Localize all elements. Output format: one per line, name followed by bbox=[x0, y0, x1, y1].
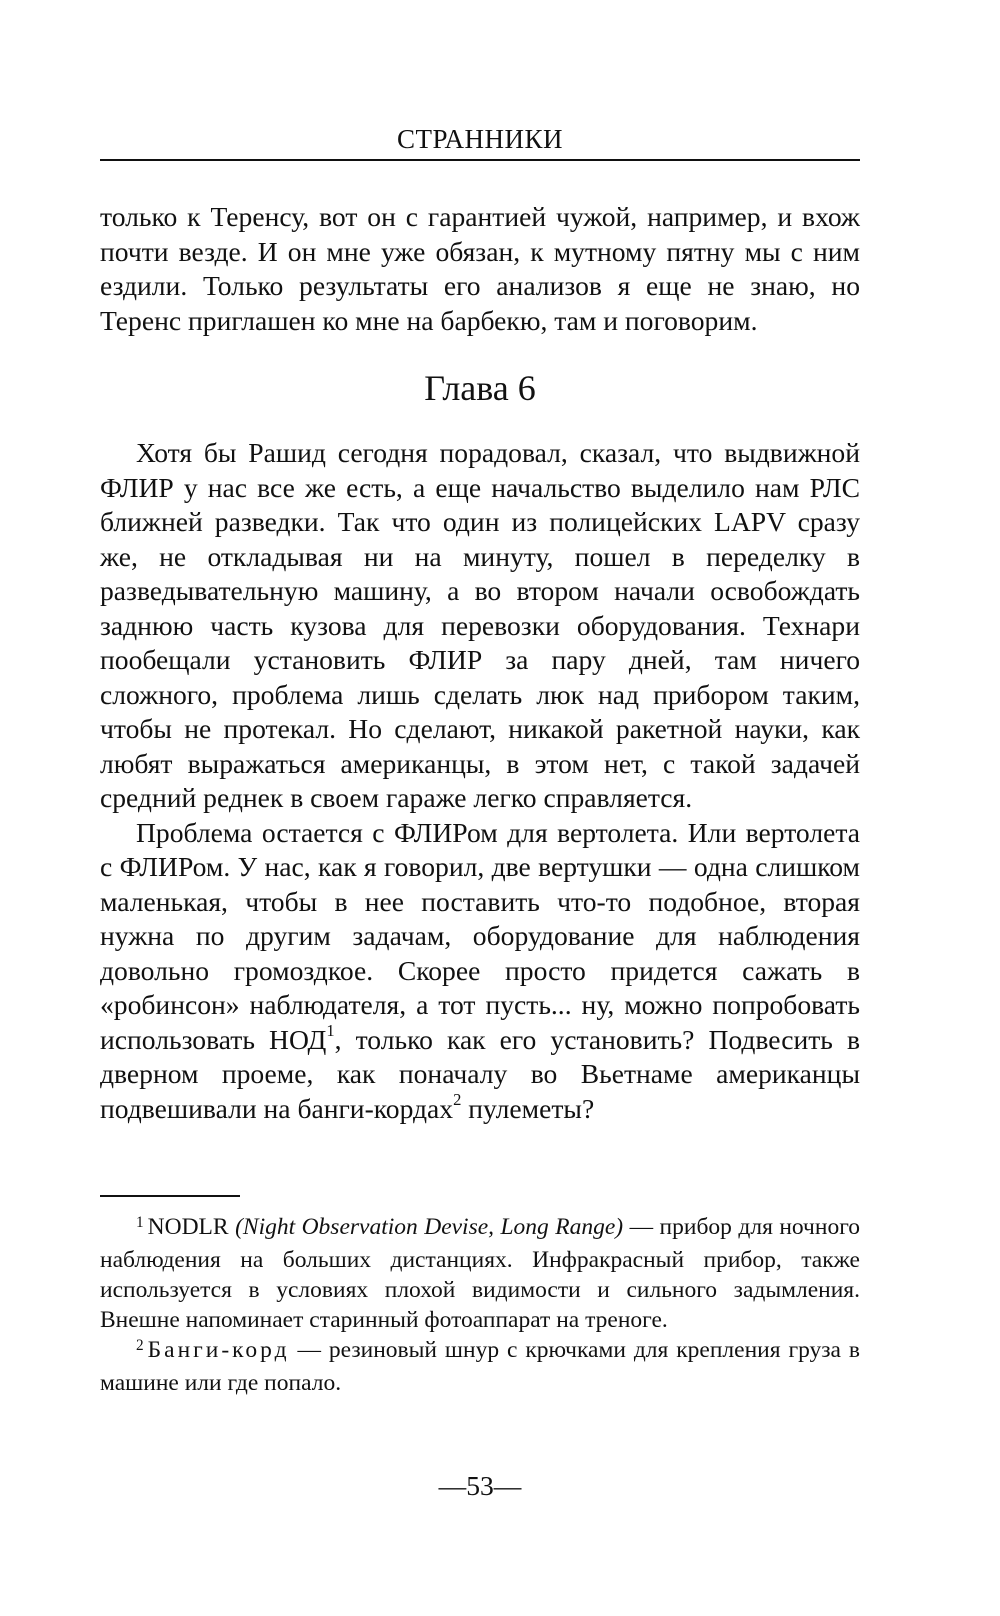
footnote-1 bbox=[100, 1212, 860, 1335]
paragraph-continuation: только к Теренсу, вот он с гарантией чужой, например, и вхож почти везде. И он мне уже обязан, к мутному пятну мы с ним ездили. Только результаты его анализов я еще не знаю, но Теренс приглашен ко мне на барбекю, там и поговорим. bbox=[100, 201, 860, 336]
footnote-ref-2[interactable]: 2 bbox=[453, 1090, 462, 1110]
paragraph: Хотя бы Рашид сегодня порадовал, сказал, что выдвижной ФЛИР у нас все же есть, а еще начальство выделило нам РЛС ближней разведки. Так что один из полицейских LAPV сразу же, не откладывая ни на минуту, пошел в переделку в разведывательную машину, а во втором начали освобождать заднюю часть кузова для перевозки оборудования. Технари пообещали установить ФЛИР за пару дней, там ничего сложного, проблема лишь сделать люк над прибором таким, чтобы не протекал. Но сделают, никакой ракетной науки, как любят выражаться американцы, в этом нет, с такой задачей средний реднек в своем гараже легко справляется. bbox=[100, 437, 860, 813]
footnote-ref-1[interactable]: 1 bbox=[326, 1021, 335, 1041]
footnote-term: Банги-корд bbox=[147, 1337, 290, 1363]
footnote-2 bbox=[100, 1335, 860, 1398]
paragraph-text: , только как его установить? Подвесить в дверном проеме, как поначалу во Вьетнаме американцы подвешивали на банги-кордах bbox=[100, 1023, 860, 1124]
footnote-text: — прибор для ночного наблюдения на больших дистанциях. Инфракрасный прибор, также используется в условиях плохой видимости и сильного задымления. Внешне напоминает старинный фотоаппарат на треноге. bbox=[100, 1214, 860, 1333]
footnote-term: NODLR bbox=[147, 1214, 229, 1240]
paragraph-text: Проблема остается с ФЛИРом для вертолета. Или вертолета с ФЛИРом. У нас, как я говорил, две вертушки — одна слишком маленькая, чтобы в нее поставить что-то подобное, вторая нужна по другим задачам, оборудование для наблюдения довольно громоздкое. Скорее просто придется сажать в «робинсон» наблюдателя, а тот пусть... ну, можно попробовать использовать НОД bbox=[100, 816, 860, 1055]
footnote-expansion: (Night Observation Devise, Long Range) bbox=[235, 1214, 624, 1240]
paragraph-text: пулеметы? bbox=[461, 1092, 595, 1124]
footnote-number: 1 bbox=[136, 1214, 144, 1231]
page-number: —53— bbox=[438, 1470, 522, 1501]
footnotes bbox=[100, 1212, 860, 1398]
footnote-rule bbox=[100, 1195, 240, 1197]
running-title: СТРАННИКИ bbox=[396, 124, 564, 154]
body-text bbox=[100, 200, 860, 1126]
header-rule bbox=[100, 159, 860, 161]
paragraph bbox=[100, 816, 860, 1127]
footnote-number: 2 bbox=[136, 1337, 144, 1354]
footnote-text: — резиновый шнур с крючками для крепления груза в машине или где попало. bbox=[100, 1337, 860, 1396]
chapter-title: Глава 6 bbox=[424, 368, 536, 408]
